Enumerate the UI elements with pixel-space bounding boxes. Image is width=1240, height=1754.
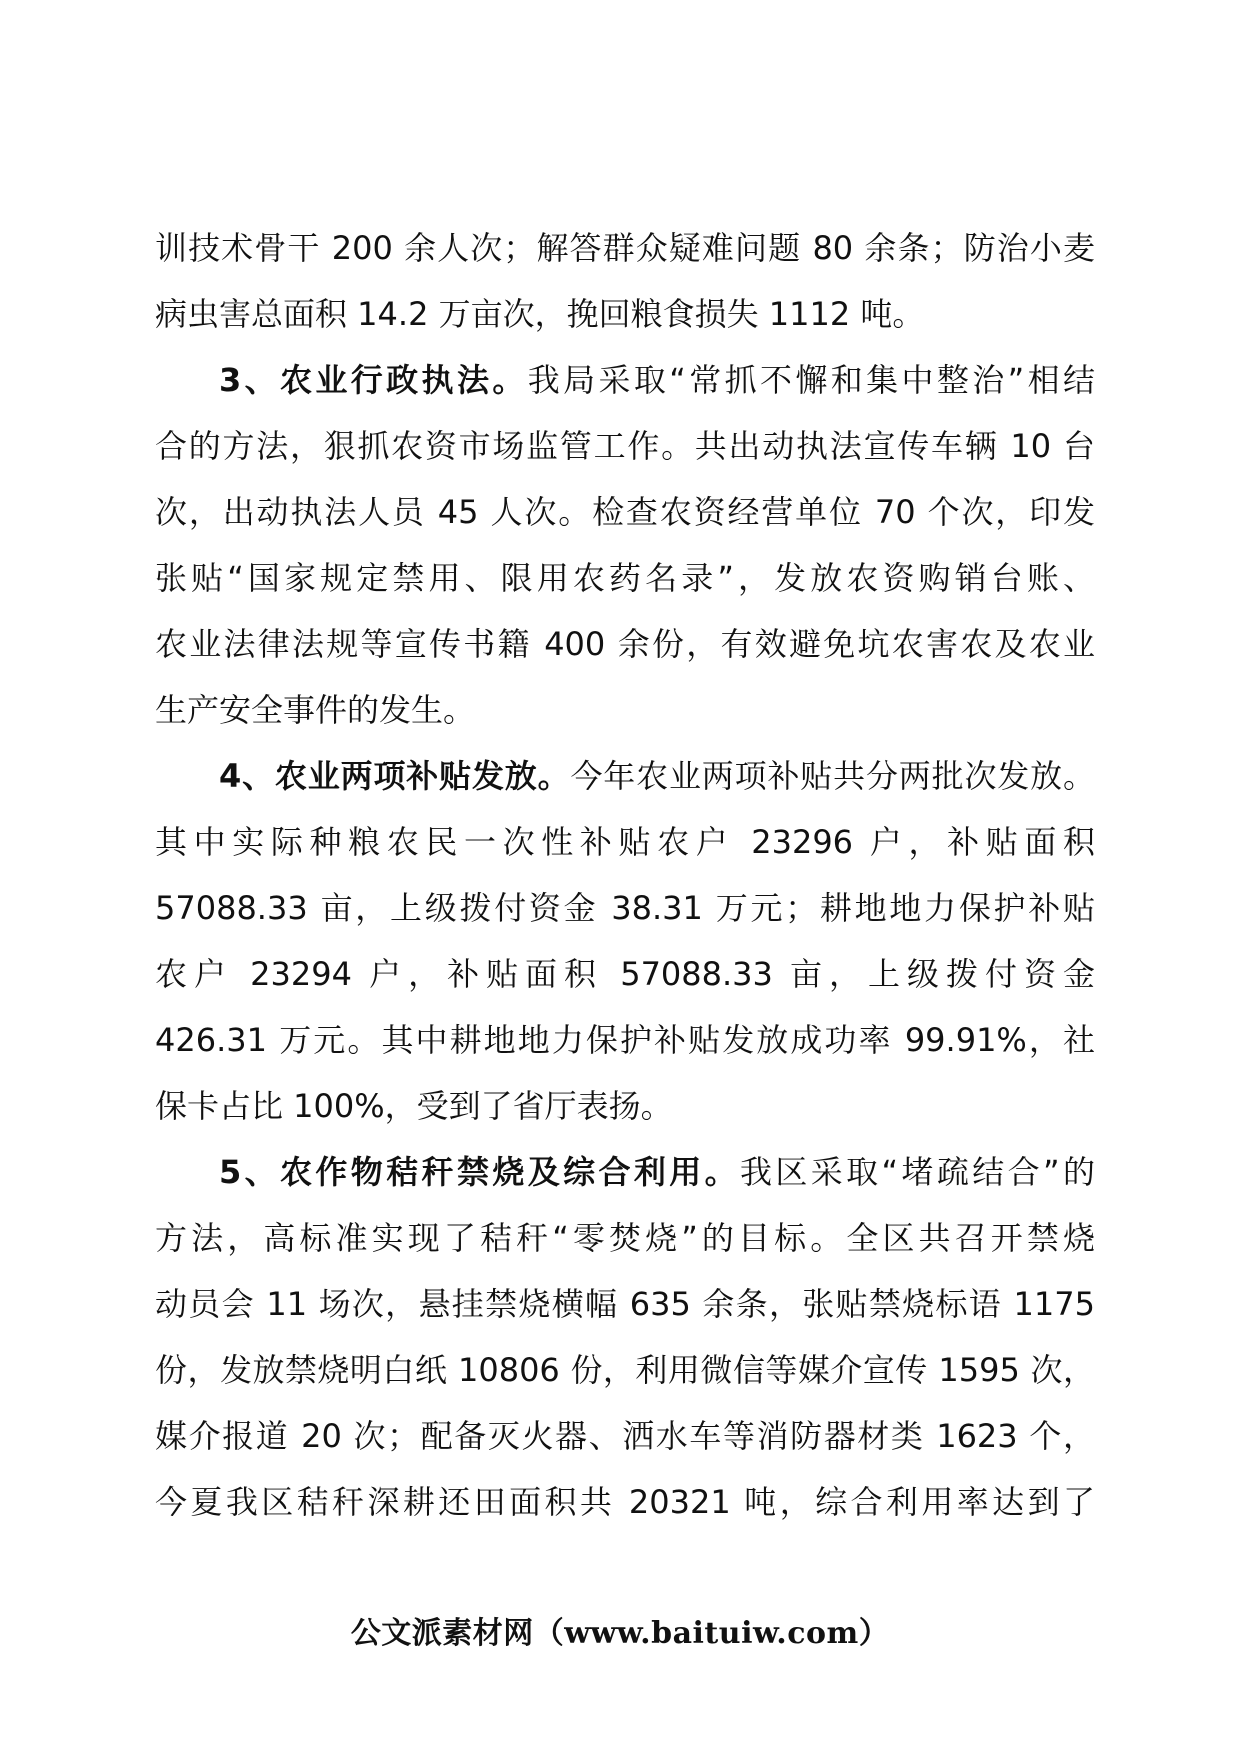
text-line: 训技术骨干 200 余人次；解答群众疑难问题 80 余条；防治小麦 [155,229,1095,267]
section-5-heading: 5、农作物秸秆禁烧及综合利用。 [219,1153,740,1191]
text-line: 张贴“国家规定禁用、限用农药名录”，发放农资购销台账、 [155,559,1095,597]
text-line: 动员会 11 场次，悬挂禁烧横幅 635 余条，张贴禁烧标语 1175 [155,1285,1095,1323]
text-line: 份，发放禁烧明白纸 10806 份，利用微信等媒介宣传 1595 次， [155,1351,1095,1389]
text-line: 今夏我区秸秆深耕还田面积共 20321 吨，综合利用率达到了 [155,1483,1095,1521]
text-line: 方法，高标准实现了秸秆“零焚烧”的目标。全区共召开禁烧 [155,1219,1095,1257]
section-3-first-line [155,347,1095,413]
text-line: 农业法律法规等宣传书籍 400 余份，有效避免坑农害农及农业 [155,625,1095,663]
text-line: 农户 23294 户，补贴面积 57088.33 亩，上级拨付资金 [155,955,1095,993]
section-5-first-line [155,1139,1095,1205]
section-3-text: 我局采取“常抓不懈和集中整治”相结 [527,361,1095,399]
section-4-first-line [155,743,1095,809]
text-line: 426.31 万元。其中耕地地力保护补贴发放成功率 99.91%，社 [155,1021,1095,1059]
text-line: 生产安全事件的发生。 [155,691,476,729]
text-line: 媒介报道 20 次；配备灭火器、洒水车等消防器材类 1623 个， [155,1417,1095,1455]
document-body [155,215,1095,1535]
section-4-heading: 4、农业两项补贴发放。 [219,757,571,795]
text-line: 病虫害总面积 14.2 万亩次，挽回粮食损失 1112 吨。 [155,295,925,333]
text-line: 次，出动执法人员 45 人次。检查农资经营单位 70 个次，印发 [155,493,1095,531]
text-line: 57088.33 亩，上级拨付资金 38.31 万元；耕地地力保护补贴 [155,889,1095,927]
text-line: 保卡占比 100%，受到了省厅表扬。 [155,1087,673,1125]
footer-source: 公文派素材网（www.baituiw.com） [350,1616,890,1651]
section-4-text: 今年农业两项补贴共分两批次发放。 [570,757,1095,795]
section-5-text: 我区采取“堵疏结合”的 [740,1153,1095,1191]
text-line: 其中实际种粮农民一次性补贴农户 23296 户，补贴面积 [155,823,1095,861]
text-line: 合的方法，狠抓农资市场监管工作。共出动执法宣传车辆 10 台 [155,427,1095,465]
section-3-heading: 3、农业行政执法。 [219,361,528,399]
